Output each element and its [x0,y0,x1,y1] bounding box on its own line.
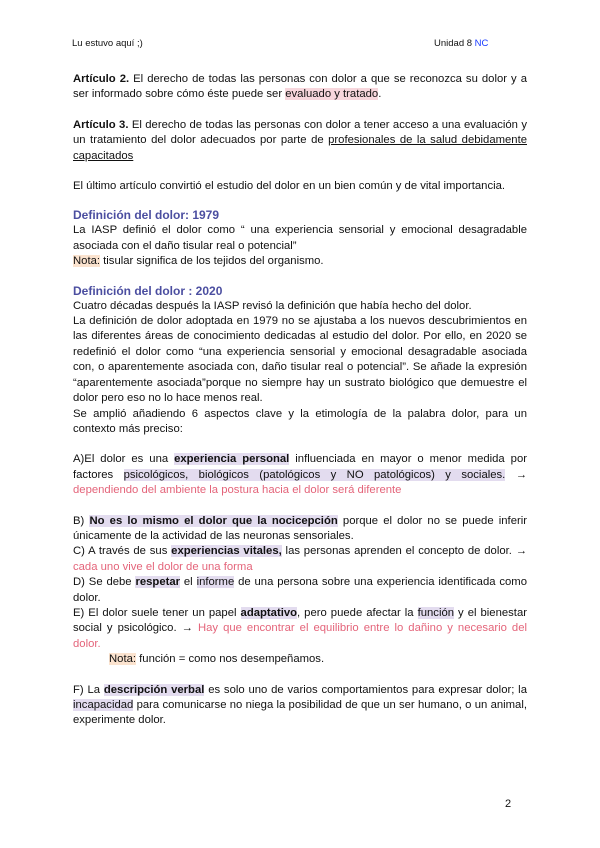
aspect-a-mid: influenciada en mayor o menor medida por factores [73,453,527,481]
aspect-d-text: de una persona sobre una experiencia identificada como dolor. [73,576,527,604]
aspect-a-pre: A)El dolor es una [73,453,175,466]
def-1979-text: La IASP definió el dolor como “ una experiencia sensorial y emocional desagradable asociada con el daño tisular real o potencial” [73,224,527,252]
page-number: 2 [505,798,512,810]
aspect-e-mid: , pero puede afectar la [297,606,418,619]
aspect-f [73,683,527,729]
article-3-text: El derecho de todas las personas con dolor a tener acceso a una evaluación y un tratamiento del dolor adecuados por parte de [73,118,527,147]
page-header [72,38,528,52]
article-3-underline: profesionales de la salud debidamente capacitados [73,134,527,162]
aspect-a-bold: experiencia personal [174,453,290,466]
aspect-b-bold: No es lo mismo el dolor que la nocicepción [89,514,338,527]
heading-1979: Definición del dolor: 1979 [73,208,220,223]
note-text: función = como nos desempeñamos. [136,653,325,666]
def-2020-p1: Cuatro décadas después la IASP revisó la definición que había hecho del dolor. [73,299,472,312]
aspect-f-text: para comunicarse no niega la posibilidad de que un ser humano, o un animal, experimente dolor. [73,699,527,727]
aspect-a-highlight: psicológicos, biológicos (patológicos y NO patológicos) y sociales. [123,468,506,481]
header-left: Lu estuvo aquí ;) [72,38,143,49]
aspect-d [73,575,527,606]
aspect-b-pre: B) [73,514,90,527]
aspect-d-bold: respetar [135,576,181,589]
article-2 [73,72,527,103]
aspect-e-pre: E) El dolor suele tener un papel [73,606,241,619]
header-unit: Unidad 8 [434,38,473,49]
def-2020-p3: Se amplió añadiendo 6 aspectos clave y la etimología de la palabra dolor, para un contexto más preciso: [73,407,527,435]
aspect-b [73,514,527,545]
document-body [73,72,527,729]
aspect-e [73,606,527,652]
heading-2020: Definición del dolor : 2020 [73,283,223,298]
aspect-b-text: porque el dolor no se puede inferir únicamente de la actividad de las neuronas sensoriales. [73,514,528,542]
article-3 [73,118,527,164]
aspect-c-bold: experiencias vitales, [171,545,282,558]
header-right [434,38,488,49]
aspect-d-highlight: informe [196,576,235,589]
aspect-e-bold: adaptativo [240,606,298,619]
aspect-c-pre: C) A través de sus [73,545,172,558]
aspect-e-note [73,652,527,667]
aspect-d-pre: D) Se debe [73,576,136,589]
article-3-label: Artículo 3. [73,118,129,131]
arrow-icon: → [505,468,528,481]
articles-closing: El último artículo convirtió el estudio del dolor en un bien común y de vital importancia. [73,180,506,193]
aspect-e-text: y el bienestar social y psicológico. [73,606,527,635]
header-badge: NC [474,38,489,49]
aspect-a-comment: dependiendo del ambiente la postura hacia el dolor será diferente [73,484,402,497]
article-2-text: El derecho de todas las personas con dolor a que se reconozca su dolor y a ser informado sobre cómo éste puede ser [73,73,527,101]
note-label: Nota: [109,653,137,666]
aspect-e-highlight: función [417,606,455,619]
aspect-c-comment: cada uno vive el dolor de una forma [73,560,253,573]
def-1979-note [73,254,527,269]
note-text: tisular significa de los tejidos del organismo. [100,255,324,268]
aspect-e-comment: Hay que encontrar el equilibrio entre lo dañino y necesario del dolor. [73,622,527,650]
aspect-f-bold: descripción verbal [103,683,205,696]
article-2-end: . [378,88,382,101]
aspect-c-text: las personas aprenden el concepto de dolor. [281,545,512,558]
aspect-f-mid: es solo uno de varios comportamientos para expresar dolor; la [204,683,527,696]
aspect-a [73,452,527,498]
arrow-icon: → [176,622,198,635]
note-label: Nota: [73,255,101,268]
def-2020-p2: La definición de dolor adoptada en 1979 no se ajustaba a los nuevos descubrimientos en las diferentes áreas de conocimiento dedicadas al estudio del dolor. Por ello, en 2020 se redefinió el dolor como “una experiencia sensorial y emocional desagradable asociada con, o aparentemente asociada con, daño tisular real o potencial”. Se añade la expresión “aparentemente asociada”porque no siempre hay un sustrato biológico que demuestre el dolor pero eso no lo hace menos real. [73,315,527,405]
aspect-d-mid: el [180,576,197,589]
article-2-label: Artículo 2. [73,73,130,85]
aspect-c [73,544,527,575]
aspect-f-highlight: incapacidad [73,699,134,711]
aspect-f-pre: F) La [73,683,104,696]
arrow-icon: → [511,545,528,558]
article-2-highlight: evaluado y tratado [285,88,379,101]
